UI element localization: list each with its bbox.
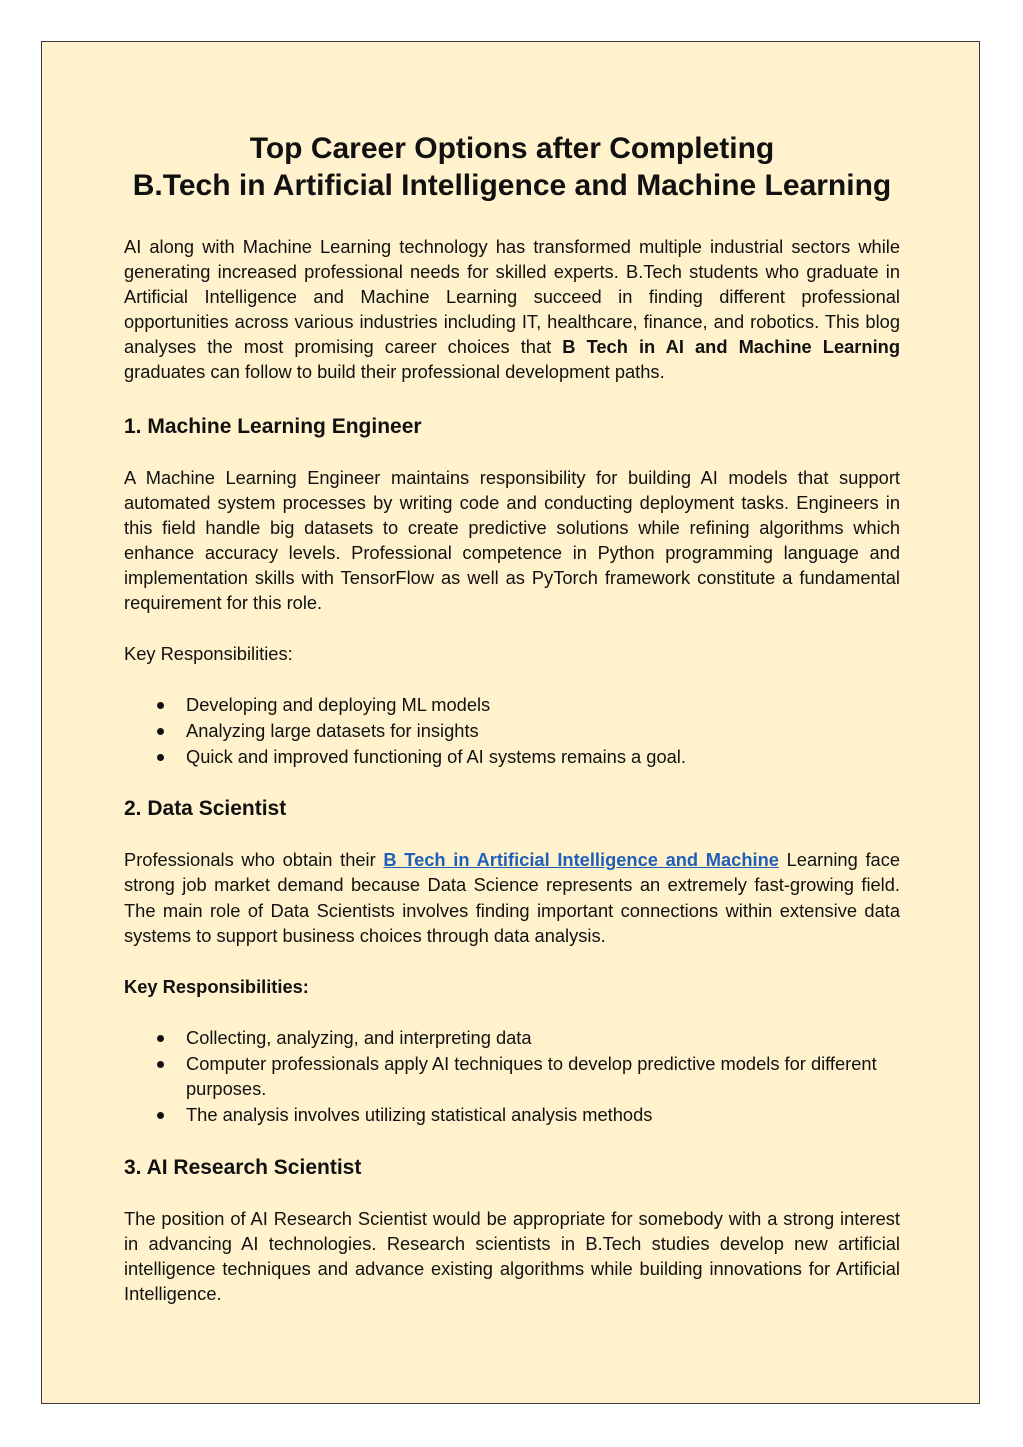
list-item: Computer professionals apply AI techniques to develop predictive models for different purposes. <box>186 1051 900 1102</box>
data-scientist-key-responsibilities-label: Key Responsibilities: <box>124 975 309 997</box>
data-scientist-text-end: Learning face strong job market demand because Data Science represents an extremely fast-growing field. The main role of Data Scientists involves finding important connections within extensive data systems to support business choices through data analysis. <box>124 849 901 946</box>
ai-research-scientist-paragraph: The position of AI Research Scientist would be appropriate for somebody with a strong interest in advancing AI technologies. Research scientists in B.Tech studies develop new artificial intelligence techniques and advance existing algorithms while building innovations for Artificial Intelligence. <box>124 1207 900 1304</box>
ml-engineer-paragraph: A Machine Learning Engineer maintains responsibility for building AI models that support automated system processes by writing code and conducting deployment tasks. Engineers in this field handle big datasets to create predictive solutions while refining algorithms which enhance accuracy levels. Professional competence in Python programming language and implementation skills with TensorFlow as well as PyTorch framework constitute a fundamental requirement for this role. <box>124 466 900 614</box>
section-heading-data-scientist: 2. Data Scientist <box>124 797 287 821</box>
intro-paragraph <box>124 234 900 385</box>
document-content <box>124 130 900 1306</box>
list-item: The analysis involves utilizing statistical analysis methods <box>186 1102 900 1128</box>
list-item: Quick and improved functioning of AI systems remains a goal. <box>186 744 900 770</box>
intro-text-end: graduates can follow to build their professional development paths. <box>124 361 665 383</box>
ml-engineer-responsibilities-list <box>124 692 900 769</box>
btech-ai-ml-link[interactable]: B Tech in Artificial Intelligence and Machine <box>383 849 779 871</box>
ml-engineer-key-responsibilities-label: Key Responsibilities: <box>124 643 293 665</box>
section-heading-ai-research-scientist: 3. AI Research Scientist <box>124 1155 362 1179</box>
data-scientist-paragraph <box>124 847 900 947</box>
intro-text-start: AI along with Machine Learning technology has transformed multiple industrial sectors while generating increased professional needs for skilled experts. B.Tech students who graduate in Artificial Intelligence and Machine Learning succeed in finding different professional opportunities across various industries including IT, healthcare, finance, and robotics. This blog analyses the most promising career choices that <box>124 236 900 358</box>
document-page <box>41 41 980 1404</box>
list-item: Analyzing large datasets for insights <box>186 718 900 744</box>
section-heading-ml-engineer: 1. Machine Learning Engineer <box>124 414 422 438</box>
data-scientist-responsibilities-list <box>124 1025 900 1128</box>
data-scientist-text-start: Professionals who obtain their <box>124 849 384 871</box>
list-item: Collecting, analyzing, and interpreting data <box>186 1025 900 1051</box>
intro-bold-phrase: B Tech in AI and Machine Learning <box>562 336 900 358</box>
title-line-1: Top Career Options after Completing <box>249 132 775 165</box>
title-line-2: B.Tech in Artificial Intelligence and Machine Learning <box>132 169 892 202</box>
list-item: Developing and deploying ML models <box>186 692 900 718</box>
document-title <box>124 130 900 204</box>
